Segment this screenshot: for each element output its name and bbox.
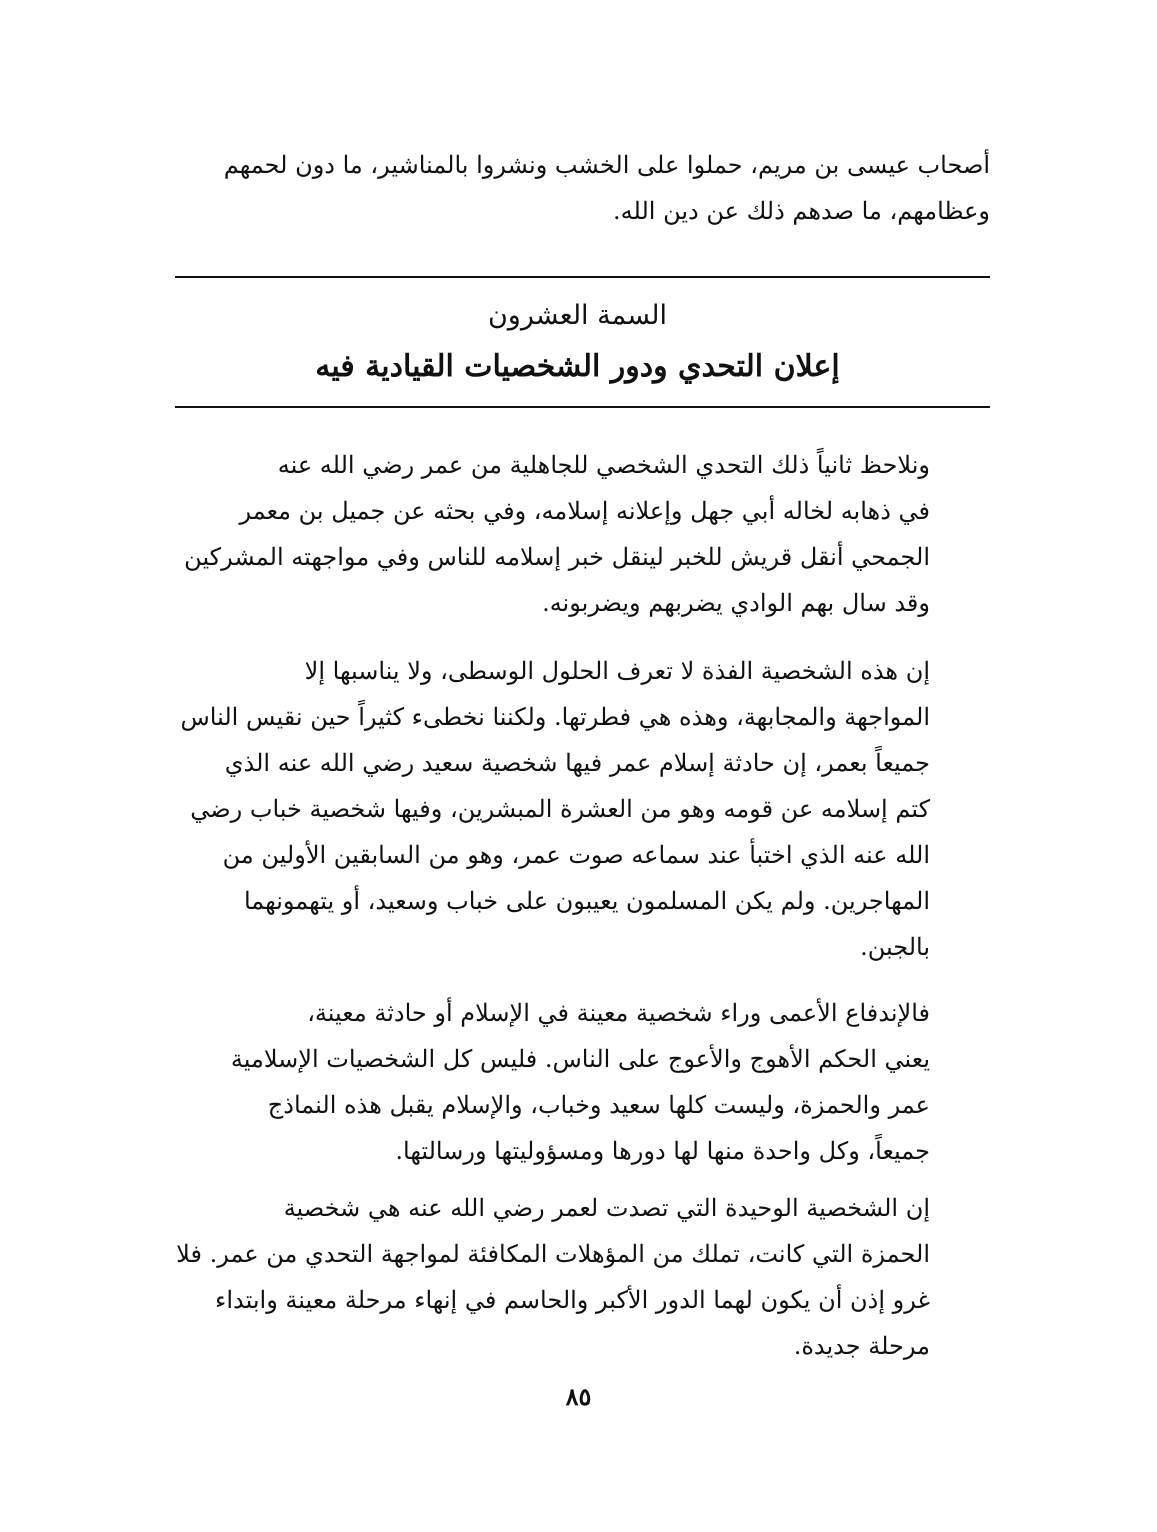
paragraph bbox=[165, 990, 990, 1174]
text-line: الله عنه الذي اختبأ عند سماعه صوت عمر، وهو من السابقين الأولين من bbox=[222, 841, 930, 869]
text-line: بالجبن. bbox=[860, 933, 930, 961]
text-line: جميعاً، وكل واحدة منها لها دورها ومسؤوليتها ورسالتها. bbox=[395, 1137, 930, 1165]
text-line: في ذهابه لخاله أبي جهل وإعلانه إسلامه، وفي بحثه عن جميل بن معمر bbox=[239, 497, 930, 525]
paragraph bbox=[165, 648, 990, 970]
text-line: إن الشخصية الوحيدة التي تصدت لعمر رضي الله عنه هي شخصية bbox=[283, 1194, 930, 1222]
text-line: فالإندفاع الأعمى وراء شخصية معينة في الإسلام أو حادثة معينة، bbox=[307, 999, 930, 1027]
section-divider-bottom bbox=[175, 406, 990, 408]
paragraph bbox=[165, 442, 990, 626]
text-line: جميعاً بعمر، إن حادثة إسلام عمر فيها شخصية سعيد رضي الله عنه الذي bbox=[224, 749, 930, 777]
text-line: وعظامهم، ما صدهم ذلك عن دين الله. bbox=[613, 197, 990, 225]
section-divider-top bbox=[175, 276, 990, 278]
text-line: إن هذه الشخصية الفذة لا تعرف الحلول الوسطى، ولا يناسبها إلا bbox=[304, 657, 930, 685]
text-line: يعني الحكم الأهوج والأعوج على الناس. فليس كل الشخصيات الإسلامية bbox=[230, 1045, 930, 1073]
text-line: وقد سال بهم الوادي يضربهم ويضربونه. bbox=[542, 589, 930, 617]
text-line: الجمحي أنقل قريش للخبر لينقل خبر إسلامه للناس وفي مواجهته المشركين bbox=[184, 543, 930, 571]
page-number: ٨٥ bbox=[565, 1382, 592, 1411]
paragraph bbox=[165, 1185, 990, 1369]
text-line: أصحاب عيسى بن مريم، حملوا على الخشب ونشروا بالمناشير، ما دون لحمهم bbox=[223, 151, 990, 179]
text-line: غرو إذن أن يكون لهما الدور الأكبر والحاسم في إنهاء مرحلة معينة وابتداء bbox=[215, 1286, 930, 1314]
text-line: كتم إسلامه عن قومه وهو من العشرة المبشرين، وفيها شخصية خباب رضي bbox=[190, 795, 930, 823]
text-line: ونلاحظ ثانياً ذلك التحدي الشخصي للجاهلية من عمر رضي الله عنه bbox=[277, 451, 930, 479]
section-title: إعلان التحدي ودور الشخصيات القيادية فيه bbox=[315, 349, 840, 384]
text-line: المهاجرين. ولم يكن المسلمون يعيبون على خباب وسعيد، أو يتهمونهما bbox=[243, 887, 930, 915]
text-line: المواجهة والمجابهة، وهذه هي فطرتها. ولكننا نخطىء كثيراً حين نقيس الناس bbox=[180, 703, 930, 731]
text-line: عمر والحمزة، وليست كلها سعيد وخباب، والإسلام يقبل هذه النماذج bbox=[267, 1091, 930, 1119]
section-label: السمة العشرون bbox=[487, 300, 668, 331]
text-line: الحمزة التي كانت، تملك من المؤهلات المكافئة لمواجهة التحدي من عمر. فلا bbox=[176, 1240, 930, 1268]
text-line: مرحلة جديدة. bbox=[793, 1332, 930, 1360]
continued-paragraph bbox=[165, 142, 990, 234]
